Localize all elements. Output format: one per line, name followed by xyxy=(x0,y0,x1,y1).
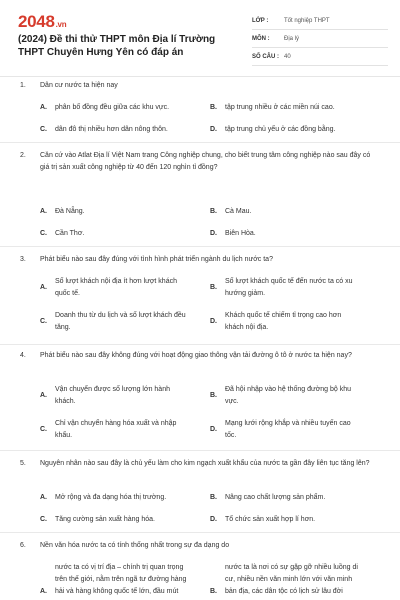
meta-row-count xyxy=(252,48,388,66)
option-a[interactable] xyxy=(40,562,208,598)
option-a[interactable] xyxy=(40,276,205,300)
option-text xyxy=(55,562,186,598)
option-letter: A. xyxy=(40,392,47,399)
option-line: khách nội địa. xyxy=(225,324,269,331)
option-line: trên thế giới, nằm trên ngã tư đường hàng xyxy=(55,576,187,583)
option-letter: A. xyxy=(40,284,47,291)
option-letter: A. xyxy=(40,208,47,215)
option-d[interactable] xyxy=(210,228,385,240)
question-number: 5. xyxy=(20,460,26,467)
option-letter: C. xyxy=(40,516,47,523)
option-text xyxy=(225,418,351,442)
option-a[interactable] xyxy=(40,206,200,218)
option-d[interactable] xyxy=(210,418,385,442)
option-letter: D. xyxy=(210,426,217,433)
option-letter: D. xyxy=(210,318,217,325)
option-line: khẩu. xyxy=(55,432,73,439)
option-c[interactable] xyxy=(40,310,205,334)
question-text: Phát biểu nào sau đây không đúng với hoạt động giao thông vận tải đường ô tô ở nước ta hiện nay? xyxy=(40,352,352,359)
option-line: hướng giảm. xyxy=(225,290,266,297)
option-d[interactable] xyxy=(210,310,385,334)
question-divider xyxy=(0,532,400,533)
option-text: Tăng cường sản xuất hàng hóa. xyxy=(55,516,155,523)
option-text: Cà Mau. xyxy=(225,208,252,215)
option-text: Tổ chức sản xuất hợp lí hơn. xyxy=(225,516,316,523)
option-b[interactable] xyxy=(210,102,385,114)
option-text: dân đô thị nhiều hơn dân nông thôn. xyxy=(55,126,168,133)
question-number: 2. xyxy=(20,152,26,159)
question-stem xyxy=(20,458,380,482)
option-line: nước ta có vị trí địa – chính trị quan trọng xyxy=(55,564,184,571)
meta-key: LỚP : xyxy=(252,17,269,24)
option-a[interactable] xyxy=(40,384,205,408)
question-number: 4. xyxy=(20,352,26,359)
option-text xyxy=(55,310,186,334)
option-line: Số lượt khách nội địa ít hơn lượt khách xyxy=(55,278,177,285)
option-letter: B. xyxy=(210,588,217,595)
option-line: Chỉ vận chuyển hàng hóa xuất và nhập xyxy=(55,420,177,427)
option-letter: D. xyxy=(210,230,217,237)
meta-row-subject xyxy=(252,30,388,48)
logo-text: 2048 xyxy=(18,12,55,31)
option-text xyxy=(55,276,177,300)
option-letter: C. xyxy=(40,230,47,237)
option-letter: B. xyxy=(210,104,217,111)
option-text: tập trung nhiều ở các miền núi cao. xyxy=(225,104,335,111)
option-line: Khách quốc tế chiếm tỉ trọng cao hơn xyxy=(225,312,342,319)
question-divider xyxy=(0,344,400,345)
question-6 xyxy=(0,540,400,600)
question-number: 1. xyxy=(20,82,26,89)
header-divider xyxy=(0,76,400,77)
question-number: 6. xyxy=(20,542,26,549)
question-text: Nguyên nhân nào sau đây là chủ yếu làm cho kim ngạch xuất khẩu của nước ta gần đây liên tục tăng lên? xyxy=(40,460,370,467)
option-text: Mở rộng và đa dạng hóa thị trường. xyxy=(55,494,167,501)
logo-suffix: .vn xyxy=(55,20,67,29)
option-line: khách. xyxy=(55,398,76,405)
option-text xyxy=(225,310,341,334)
document-header xyxy=(0,0,400,72)
exam-meta-table xyxy=(252,12,388,66)
meta-value: Tốt nghiệp THPT xyxy=(284,17,330,24)
option-c[interactable] xyxy=(40,514,205,526)
option-letter: B. xyxy=(210,494,217,501)
option-a[interactable] xyxy=(40,102,200,114)
option-b[interactable] xyxy=(210,206,385,218)
option-text xyxy=(55,418,176,442)
option-c[interactable] xyxy=(40,418,205,442)
question-number: 3. xyxy=(20,256,26,263)
question-text: Căn cứ vào Atlat Địa lí Việt Nam trang Công nghiệp chung, cho biết trung tâm công nghiệp nào sau đây có giá trị sản xuất công nghiệp từ 40 đến 120 nghìn tỉ đồng? xyxy=(40,152,371,171)
meta-value: Địa lý xyxy=(284,35,300,42)
option-line: vực. xyxy=(225,398,239,405)
meta-key: SỐ CÂU : xyxy=(252,53,279,60)
option-letter: A. xyxy=(40,494,47,501)
option-text xyxy=(225,562,358,598)
option-text: Cần Thơ. xyxy=(55,230,85,237)
option-b[interactable] xyxy=(210,384,385,408)
option-line: nước ta là nơi có sự gặp gỡ nhiều luồng di xyxy=(225,564,358,571)
option-text: Đà Nẵng. xyxy=(55,208,85,215)
option-text xyxy=(225,384,351,408)
option-text xyxy=(55,384,170,408)
option-letter: A. xyxy=(40,104,47,111)
question-text: Phát biểu nào sau đây đúng với tình hình phát triển ngành du lịch nước ta? xyxy=(40,256,273,263)
document-title: (2024) Đề thi thử THPT môn Địa lí Trường THPT Chuyên Hưng Yên có đáp án xyxy=(18,34,216,58)
option-b[interactable] xyxy=(210,276,385,300)
option-letter: B. xyxy=(210,392,217,399)
option-letter: C. xyxy=(40,126,47,133)
option-line: Đã hội nhập vào hệ thống đường bộ khu xyxy=(225,386,352,393)
option-line: Số lượt khách quốc tế đến nước ta có xu xyxy=(225,278,353,285)
option-letter: D. xyxy=(210,516,217,523)
option-line: hải và hàng không quốc tế lớn, đầu mút xyxy=(55,588,179,595)
option-letter: D. xyxy=(210,126,217,133)
question-stem xyxy=(20,350,380,374)
option-line: Mạng lưới rộng khắp và nhiều tuyến cao xyxy=(225,420,351,427)
question-1 xyxy=(0,80,400,140)
option-line: tăng. xyxy=(55,324,71,331)
meta-row-grade xyxy=(252,12,388,30)
option-b[interactable] xyxy=(210,492,385,504)
meta-value: 40 xyxy=(284,53,291,60)
question-2 xyxy=(0,150,400,242)
option-line: quốc tế. xyxy=(55,290,80,297)
option-line: Doanh thu từ du lịch và số lượt khách đều xyxy=(55,312,186,319)
option-text: Nâng cao chất lượng sản phẩm. xyxy=(225,494,326,501)
option-letter: B. xyxy=(210,208,217,215)
option-c[interactable] xyxy=(40,228,200,240)
site-logo[interactable] xyxy=(18,12,66,32)
option-line: tốc. xyxy=(225,432,237,439)
option-line: cư, nhiều nền văn minh lớn với văn minh xyxy=(225,576,353,583)
option-text xyxy=(225,276,353,300)
question-4 xyxy=(0,350,400,448)
question-divider xyxy=(0,142,400,143)
option-letter: C. xyxy=(40,318,47,325)
option-letter: B. xyxy=(210,284,217,291)
option-text: phân bố đồng đều giữa các khu vực. xyxy=(55,104,170,111)
meta-key: MÔN : xyxy=(252,35,270,42)
option-d[interactable] xyxy=(210,124,385,136)
option-c[interactable] xyxy=(40,124,200,136)
question-stem xyxy=(20,150,380,174)
question-text: Dân cư nước ta hiện nay xyxy=(40,82,118,89)
question-text: Nền văn hóa nước ta có tính thống nhất trong sự đa dạng do xyxy=(40,542,230,549)
option-text: tập trung chủ yếu ở các đồng bằng. xyxy=(225,126,336,133)
question-divider xyxy=(0,450,400,451)
option-line: Vận chuyển được số lượng lớn hành xyxy=(55,386,170,393)
question-5 xyxy=(0,458,400,528)
option-letter: A. xyxy=(40,588,47,595)
question-divider xyxy=(0,246,400,247)
option-b[interactable] xyxy=(210,562,388,598)
option-text: Biên Hòa. xyxy=(225,230,256,237)
option-a[interactable] xyxy=(40,492,205,504)
option-letter: C. xyxy=(40,426,47,433)
option-line: bản địa, các dân tộc có lịch sử lâu đời xyxy=(225,588,343,595)
question-3 xyxy=(0,254,400,340)
option-d[interactable] xyxy=(210,514,385,526)
